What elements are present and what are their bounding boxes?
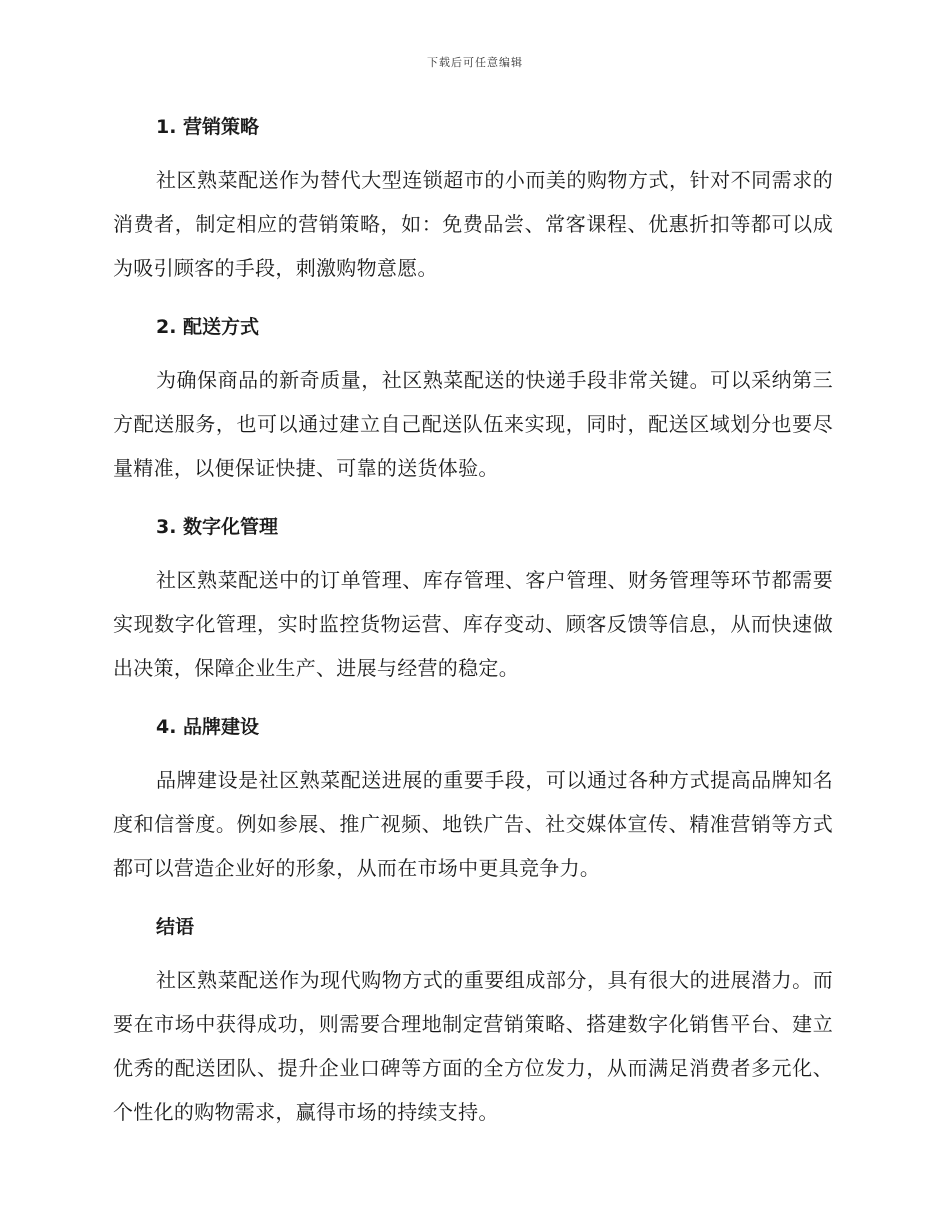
section-paragraph: 社区熟菜配送作为替代大型连锁超市的小而美的购物方式，针对不同需求的消费者，制定相应的营销策略，如：免费品尝、常客课程、优惠折扣等都可以成为吸引顾客的手段，刺激购物意愿。 [113,168,833,280]
section-delivery-method [113,304,833,490]
page-header: 下载后可任意编辑 [427,56,523,69]
section-heading: 3. 数字化管理 [156,516,279,538]
section-heading: 1. 营销策略 [156,116,260,138]
section-paragraph: 品牌建设是社区熟菜配送进展的重要手段，可以通过各种方式提高品牌知名度和信誉度。例如参展、推广视频、地铁广告、社交媒体宣传、精准营销等方式都可以营造企业好的形象，从而在市场中更具竞争力。 [113,768,833,880]
document-body [113,104,833,1134]
section-brand-building [113,704,833,890]
section-paragraph: 社区熟菜配送作为现代购物方式的重要组成部分，具有很大的进展潜力。而要在市场中获得成功，则需要合理地制定营销策略、搭建数字化销售平台、建立优秀的配送团队、提升企业口碑等方面的全方位发力，从而满足消费者多元化、个性化的购物需求，赢得市场的持续支持。 [113,968,833,1124]
section-marketing-strategy [113,104,833,290]
section-heading: 结语 [156,916,195,938]
section-heading: 2. 配送方式 [156,316,260,338]
section-digital-management [113,504,833,690]
section-heading: 4. 品牌建设 [156,716,260,738]
section-paragraph: 社区熟菜配送中的订单管理、库存管理、客户管理、财务管理等环节都需要实现数字化管理，实时监控货物运营、库存变动、顾客反馈等信息，从而快速做出决策，保障企业生产、进展与经营的稳定。 [113,568,833,680]
section-paragraph: 为确保商品的新奇质量，社区熟菜配送的快递手段非常关键。可以采纳第三方配送服务，也可以通过建立自己配送队伍来实现，同时，配送区域划分也要尽量精准，以便保证快捷、可靠的送货体验。 [113,368,833,480]
section-conclusion [113,904,833,1134]
